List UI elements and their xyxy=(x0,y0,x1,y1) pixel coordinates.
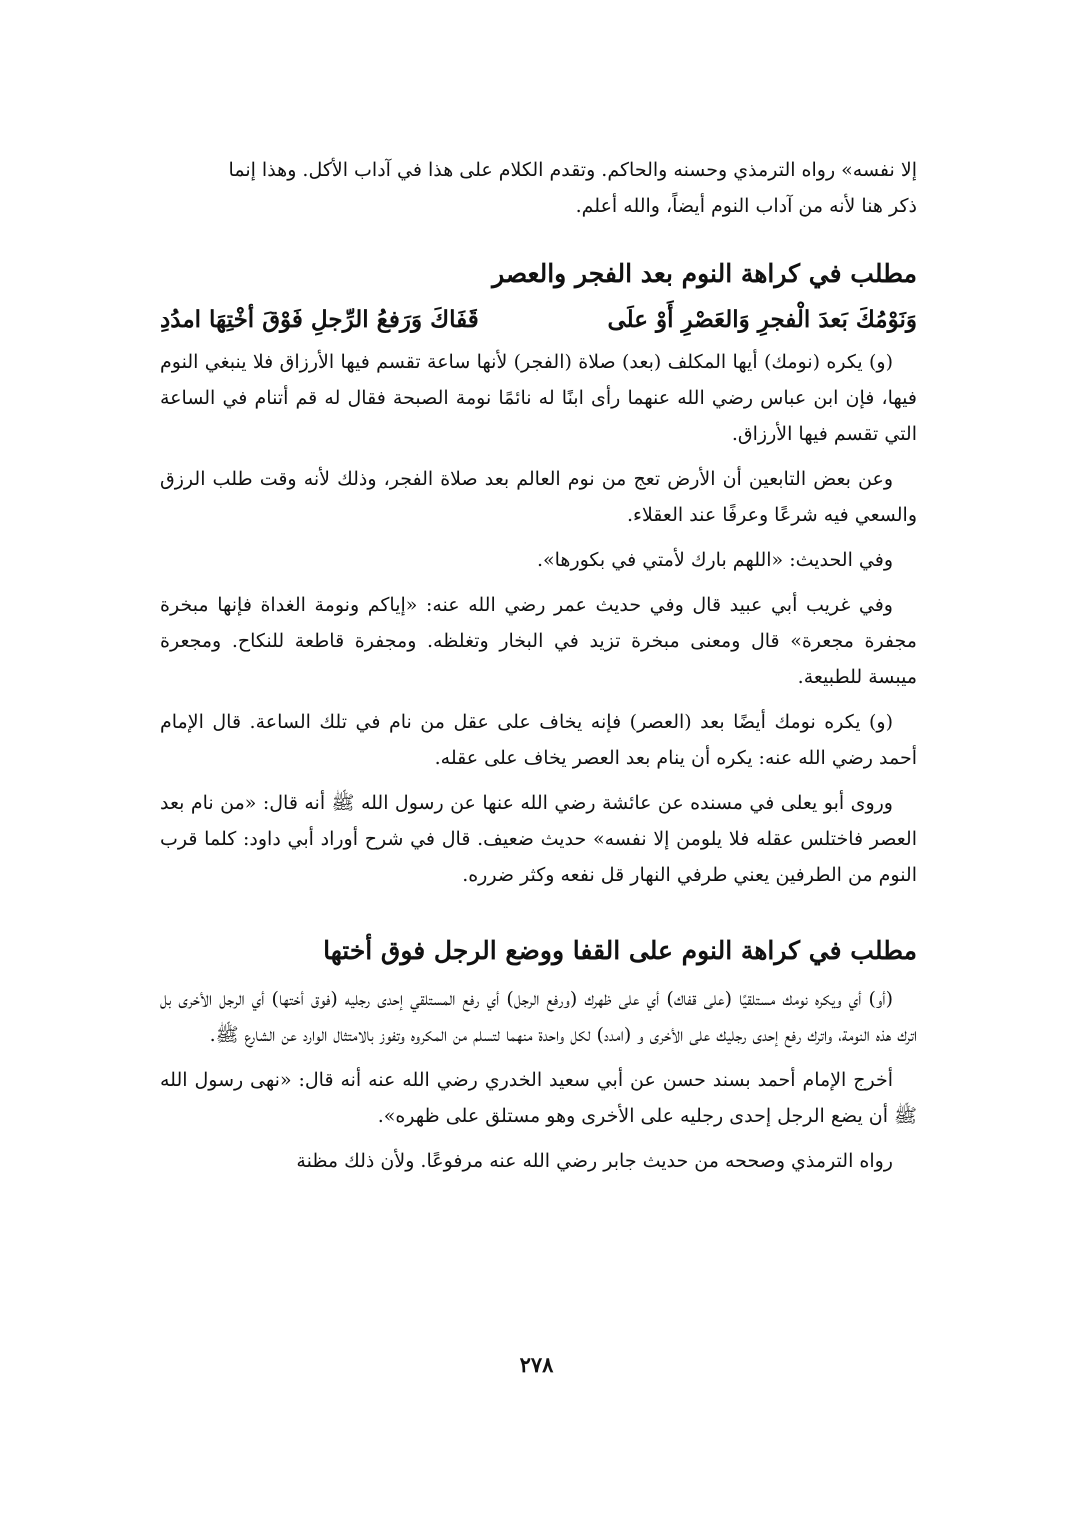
section-heading-sleep-on-back: مطلب في كراهة النوم على القفا ووضع الرجل فوق أختها xyxy=(323,936,917,965)
page-content xyxy=(160,152,917,1188)
paragraph: (أو) أي ويكره نومك مستلقيًا (على قفاك) أي على ظهرك (ورفع الرجل) أي رفع المستلقي إحدى رجليه (فوق أختها) أي الرجل الأخرى بل اترك هذه النومة، واترك رفع إحدى رجليك على الأخرى و (امدد) لكل واحدة منهما لتسلم من المكروه وتفوز بالامتثال الوارد عن الشارع ﷺ. xyxy=(160,988,917,1046)
paragraph: وفي الحديث: «اللهم بارك لأمتي في بكورها». xyxy=(536,549,893,571)
paragraph: وروى أبو يعلى في مسنده عن عائشة رضي الله عنها عن رسول الله ﷺ أنه قال: «من نام بعد العصر فاختلس عقله فلا يلومن إلا نفسه» حديث ضعيف. قال في شرح أوراد أبي داود: كلما قرب النوم من الطرفين يعني طرفي النهار قل نفعه وكثر ضرره. xyxy=(160,792,917,886)
verse-second-hemistich: قَفَاكَ وَرَفعُ الرِّجلِ فَوْقَ أخْتِهَا امدُدِ xyxy=(160,306,479,333)
intro-paragraph xyxy=(160,152,917,224)
intro-line-1: إلا نفسه» رواه الترمذي وحسنه والحاكم. وتقدم الكلام على هذا في آداب الأكل. وهذا إنما xyxy=(228,159,917,181)
section-heading-sleep-after-fajr-asr: مطلب في كراهة النوم بعد الفجر والعصر xyxy=(492,259,917,288)
paragraph: (و) يكره (نومك) أيها المكلف (بعد) صلاة (الفجر) لأنها ساعة تقسم فيها الأرزاق فلا ينبغي النوم فيها، فإن ابن عباس رضي الله عنهما رأى ابنًا له نائمًا نومة الصبحة فقال له قم أتنام في الساعة التي تقسم فيها الأرزاق. xyxy=(160,351,917,445)
paragraph: أخرج الإمام أحمد بسند حسن عن أبي سعيد الخدري رضي الله عنه أنه قال: «نهى رسول الله ﷺ أن يضع الرجل إحدى رجليه على الأخرى وهو مستلق على ظهره». xyxy=(160,1069,917,1127)
paragraph: وفي غريب أبي عبيد قال وفي حديث عمر رضي الله عنه: «إياكم ونومة الغداة فإنها مبخرة مجفرة مجعرة» قال ومعنى مبخرة تزيد في البخار وتغلظه. ومجفرة قاطعة للنكاح. ومجعرة ميبسة للطبيعة. xyxy=(160,594,917,688)
paragraph: (و) يكره نومك أيضًا بعد (العصر) فإنه يخاف على عقل من نام في تلك الساعة. قال الإمام أحمد رضي الله عنه: يكره أن ينام بعد العصر يخاف على عقله. xyxy=(160,711,917,769)
paragraph: رواه الترمذي وصححه من حديث جابر رضي الله عنه مرفوعًا. ولأن ذلك مظنة xyxy=(296,1150,893,1172)
intro-line-2: ذكر هنا لأنه من آداب النوم أيضاً، والله أعلم. xyxy=(575,195,917,217)
page-number: ٢٧٨ xyxy=(519,1352,554,1377)
poem-verse xyxy=(160,300,917,340)
paragraph: وعن بعض التابعين أن الأرض تعج من نوم العالم بعد صلاة الفجر، وذلك لأنه وقت طلب الرزق والسعي فيه شرعًا وعرفًا عند العقلاء. xyxy=(160,468,917,526)
verse-first-hemistich: وَنَوْمُكَ بَعدَ الْفجرِ وَالعَصْرِ أَوْ علَى xyxy=(607,306,917,333)
